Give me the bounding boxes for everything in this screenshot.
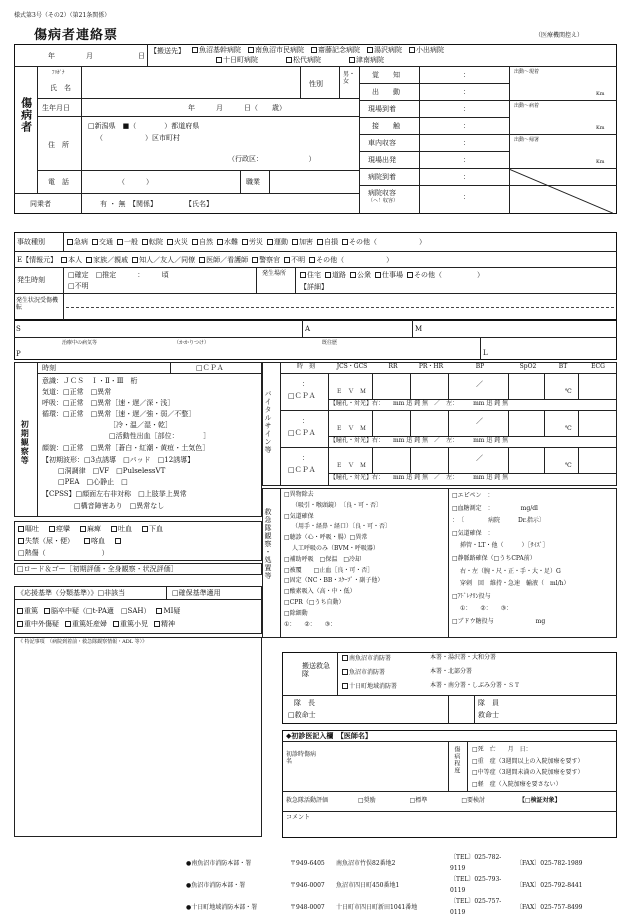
address-line1[interactable]: □新潟県 ■（ ）都道府県 <box>88 122 200 130</box>
vital-cpa[interactable]: □ＣＰＡ <box>288 429 316 437</box>
informants <box>17 256 393 264</box>
bp-slash: ／ <box>476 454 483 462</box>
l-label: L <box>483 349 488 357</box>
s-label: S <box>16 325 21 333</box>
admit-sub: （ヘ！収容） <box>368 198 399 204</box>
place-label: 発生場所 <box>262 270 287 277</box>
onset-time-label: 発生時刻 <box>17 276 45 284</box>
time-field[interactable]: ： <box>463 105 470 113</box>
doctor-label: （かかりつけ） <box>174 340 210 346</box>
diagnosis-label: 初診時傷病名 <box>286 751 317 765</box>
cpa-check[interactable]: □ＣＰＡ <box>196 364 224 372</box>
vital-cpa[interactable]: □ＣＰＡ <box>288 466 316 474</box>
vital-header: ECG <box>591 363 605 370</box>
phone-label: 電 話 <box>48 178 69 186</box>
bp-slash: ／ <box>476 380 483 388</box>
footer-tel: 〔TEL〕025-757-0119 <box>450 898 502 916</box>
vital-header: PR・HR <box>418 363 444 370</box>
informant-option[interactable]: その他（ ） <box>309 256 393 264</box>
comment-label[interactable]: コメント <box>286 814 311 821</box>
accident-types <box>67 238 426 246</box>
initial-side: 初期観察等 <box>20 420 31 465</box>
place-option[interactable]: 公衆 <box>350 271 371 279</box>
hospital-option[interactable]: 松代病院 <box>286 56 321 64</box>
severity-options[interactable]: □死 亡 月 日： □重 症（3週間以上の入院加療を要す） □中等症（3週間未満の入院加療を要す） □軽 症（入院加療を要さない） <box>472 746 584 788</box>
informant-option[interactable]: 家族／親戚 <box>86 256 128 264</box>
vital-header: SpO2 <box>519 363 537 370</box>
celsius-unit: ℃ <box>565 462 572 469</box>
time-contact: 接 触 <box>372 122 400 130</box>
places <box>300 271 484 279</box>
crew-label: 搬送救急隊 <box>302 662 330 679</box>
time-field[interactable]: ： <box>463 122 470 130</box>
vital-header: BT <box>558 363 568 370</box>
gcs-field[interactable]: Ｅ Ｖ Ｍ <box>336 425 367 432</box>
member-emt: 救命士 <box>478 711 499 719</box>
dob-label: 生年月日 <box>42 104 70 112</box>
load-and-go[interactable]: □ロード＆ゴー［初期評価・全身観察・状況評価］ <box>17 565 178 573</box>
vital-header: BP <box>475 363 485 370</box>
footer-org: ●南魚沼市消防本部・署 <box>186 859 252 867</box>
chief-label: 隊 長 <box>294 699 315 707</box>
hospital-option[interactable]: 十日町病院 <box>216 56 258 64</box>
treatment-side: 救急隊観察・処置等 <box>264 508 273 580</box>
consciousness[interactable]: 意識：ＪＣＳ Ｉ・Ⅱ・Ⅲ 桁 <box>42 377 138 385</box>
footer-zip: 〒946-0007 <box>290 881 325 889</box>
informant-option[interactable]: 不明 <box>284 256 305 264</box>
onset-fields[interactable]: □確定 □推定 ： 頃 <box>68 271 169 279</box>
informant-option[interactable]: 警察官 <box>252 256 280 264</box>
symptom-option[interactable]: 下血 <box>142 525 163 533</box>
stroke-secure[interactable]: □確保基準適用 <box>172 589 221 597</box>
footer-addr: 十日町市四日町新田1041番地 <box>336 903 418 911</box>
vital-time[interactable]: ： <box>302 454 309 462</box>
stroke-option[interactable]: 重篤小児 <box>113 620 148 628</box>
footer-addr: 魚沼市四日町450番地1 <box>336 881 400 889</box>
member-label: 隊 員 <box>478 699 499 707</box>
footer-addr: 南魚沼市竹俣82番地2 <box>336 859 396 867</box>
eval-option[interactable]: □標準 <box>409 797 428 804</box>
symptom-option[interactable]: 麻痺 <box>80 525 101 533</box>
crew-option[interactable]: 魚沼市消防署 <box>342 669 385 677</box>
accident-type-option[interactable]: 一般 <box>117 238 138 246</box>
accident-type-option[interactable]: 急病 <box>67 238 88 246</box>
footer-org: ●十日町地域消防本部・署 <box>186 903 258 911</box>
crew-area: 本署・北部分署 <box>430 668 473 675</box>
accident-type-option[interactable]: 水難 <box>217 238 238 246</box>
companion-label: 同乗者 <box>30 200 51 208</box>
time-aware: 覚 知 <box>372 71 400 79</box>
accident-type-option[interactable]: 自然 <box>192 238 213 246</box>
stroke-option[interactable]: MI疑 <box>156 607 180 615</box>
time-field[interactable]: ： <box>463 88 470 96</box>
copy-note: （医療機関控え） <box>535 32 584 39</box>
month-label: 月 <box>86 52 93 60</box>
burn[interactable]: □熱傷（ ） <box>18 549 109 557</box>
address-label: 住 所 <box>48 141 69 149</box>
obs-time[interactable]: 時刻 <box>42 364 56 372</box>
gcs-field[interactable]: Ｅ Ｖ Ｍ <box>336 388 367 395</box>
past-label: 既往歴 <box>322 340 338 346</box>
gcs-field[interactable]: Ｅ Ｖ Ｍ <box>336 462 367 469</box>
eval-option[interactable]: □奨励 <box>358 797 376 804</box>
breathing[interactable]: 呼吸：□正常 □異常［速・遅／深・浅］ <box>42 399 175 407</box>
stroke-option[interactable]: 重中外傷疑 <box>17 620 59 628</box>
stroke-option[interactable]: 脳卒中疑（□t-PA適 □SAH） <box>44 607 150 615</box>
m-label: M <box>415 325 423 333</box>
airway[interactable]: 気道：□正常 □異常 <box>42 388 112 396</box>
accident-type-option[interactable]: 転院 <box>142 238 163 246</box>
vital-time[interactable]: ： <box>302 417 309 425</box>
situation-label: 発生状況受傷機転 <box>16 297 59 311</box>
crew-option[interactable]: 十日町地域消防署 <box>342 683 397 691</box>
hospital-option[interactable]: 小出病院 <box>409 46 444 54</box>
pupil-field[interactable]: 【瞳孔・対光】右： mm 迅 鈍 無 ／ 左： mm 迅 鈍 無 <box>330 437 509 444</box>
face[interactable]: 顔貌：□正常 □異常［蒼白・紅潮・黄疸・土気色］ <box>42 444 210 452</box>
pupil-field[interactable]: 【瞳孔・対光】右： mm 迅 鈍 無 ／ 左： mm 迅 鈍 無 <box>330 474 509 481</box>
time-dispatch: 出 動 <box>372 88 400 96</box>
diagnosis-header: ◆初診医記入欄 【医師名】 <box>286 731 372 740</box>
time-field[interactable]: ： <box>463 173 470 181</box>
form-number: 様式第3号（その2）（第21条関係） <box>14 12 111 19</box>
km-label: 出動～帰署 <box>514 137 540 143</box>
time-field[interactable]: ： <box>463 193 470 201</box>
year-label: 年 <box>48 52 55 60</box>
informant-option[interactable]: 医師／看護師 <box>199 256 248 264</box>
eval-option[interactable]: 【□検証対象】 <box>519 797 561 804</box>
accident-type-option[interactable]: 運動 <box>267 238 288 246</box>
destination-row <box>14 44 617 67</box>
footer-tel: 〔TEL〕025-782-9119 <box>450 854 502 872</box>
accident-type-option[interactable]: 火災 <box>167 238 188 246</box>
vital-header: RR <box>388 363 398 370</box>
footer-fax: 〔FAX〕025-782-1989 <box>516 859 583 867</box>
eval-option[interactable]: □要検討 <box>461 797 486 804</box>
accident-type-option[interactable]: 労災 <box>242 238 263 246</box>
p-label: P <box>16 350 21 358</box>
celsius-unit: ℃ <box>565 425 572 432</box>
km-unit: Km <box>596 91 605 97</box>
crew-option[interactable]: 南魚沼市消防署 <box>342 655 391 663</box>
footer-zip: 〒949-6405 <box>290 859 325 867</box>
time-field[interactable]: ： <box>463 139 470 147</box>
accident-type-option[interactable]: 自損 <box>317 238 338 246</box>
cpss2[interactable]: □構音障害あり □異常なし <box>74 502 165 510</box>
footer-org: ●魚沼市消防本部・署 <box>186 881 246 889</box>
symptom-option[interactable]: 吐血 <box>111 525 132 533</box>
celsius-unit: ℃ <box>565 388 572 395</box>
bp-slash: ／ <box>476 417 483 425</box>
onset-unknown[interactable]: □不明 <box>68 282 89 290</box>
km-label: 出動～病着 <box>514 103 540 109</box>
km-unit: Km <box>596 125 605 131</box>
page-title: 傷病者連絡票 <box>34 28 119 43</box>
ecg-options2[interactable]: □PEA □心静止 □ <box>58 478 128 486</box>
hospital-option[interactable]: 津南病院 <box>349 56 384 64</box>
hospital-option[interactable]: 南魚沼市民病院 <box>248 46 304 54</box>
times-block <box>360 67 617 214</box>
severity-label: 傷病程度 <box>452 746 460 774</box>
place-detail[interactable]: 【詳細】 <box>300 283 328 291</box>
cpss[interactable]: 【CPSS】□顔面左右非対称 □上肢挙上異常 <box>42 490 187 498</box>
hospital-option[interactable]: 湯沢病院 <box>367 46 402 54</box>
hospital-option[interactable]: 齋藤記念病院 <box>311 46 360 54</box>
notes-block[interactable] <box>14 637 262 837</box>
crew-area: 本署・湯沢署・大和分署 <box>430 654 497 661</box>
hospitals-row1 <box>192 46 444 54</box>
stroke-protocol[interactable]: 《応援基準（分類基準）》□非該当 <box>17 589 126 597</box>
name-label: 氏 名 <box>50 84 71 92</box>
symptom-option[interactable] <box>115 537 122 545</box>
day-label: 日 <box>138 52 145 60</box>
footer-fax: 〔FAX〕025-792-8441 <box>516 881 583 889</box>
notes-label: 《 特記事項 （病院到着前・救急隊観察情報・ADL 等）》 <box>18 639 148 645</box>
place-option[interactable]: その他（ ） <box>407 271 484 279</box>
pupil-field[interactable]: 【瞳孔・対光】右： mm 迅 鈍 無 ／ 左： mm 迅 鈍 無 <box>330 400 509 407</box>
footer-contacts <box>186 852 582 918</box>
sex-label: 性別 <box>309 80 323 88</box>
accident-type-option[interactable]: 加害 <box>292 238 313 246</box>
stroke-option[interactable]: 重篤 <box>17 607 38 615</box>
vital-time[interactable]: ： <box>302 380 309 388</box>
occupation-label: 職業 <box>246 178 260 186</box>
dob-fields[interactable]: 年 月 日（ 歳） <box>188 104 286 112</box>
time-field[interactable]: ： <box>463 156 470 164</box>
address-ward[interactable]: （行政区： ） <box>228 155 316 163</box>
time-arrive-hospital: 病院到着 <box>368 173 396 181</box>
treatment-left[interactable]: □異物除去 （吸引・喉頭鏡） 〔良・可・否〕 □気道確保 （用手・経鼻・経口）〔良・可・否〕 □聴診（心・呼吸・腸）□異常 人工呼吸のみ（BVM・呼吸器） □補助呼吸 □保温 □冷却 □被覆 □止血［良・可・否］ □固定（NC・BB・ｽｸｰﾌﾟ・副子他） □酸素吸入（高・中・低） □CPR（□うち自動） □除細動 ①： ②： ③： <box>284 491 392 628</box>
crew-area: 本署・南分署・しぶみ分署・ＳＴ <box>430 682 521 689</box>
informant-option[interactable]: 本人 <box>61 256 82 264</box>
symptom-option[interactable]: 嘔吐 <box>18 525 39 533</box>
chief-emt[interactable]: □救命士 <box>288 711 316 719</box>
sex-options[interactable]: 男・女 <box>343 71 356 85</box>
time-arrive-scene: 現場到着 <box>368 105 396 113</box>
km-unit: Km <box>596 159 605 165</box>
symptom-option[interactable]: 痙攣 <box>49 525 70 533</box>
hospitals-row2 <box>216 56 384 64</box>
footer-fax: 〔FAX〕025-757-8499 <box>516 903 583 911</box>
time-in-vehicle: 車内収容 <box>368 139 396 147</box>
treatment-right[interactable]: □エピペン ： □血糖測定 ： mg/dl ： 〔 病院 Dr.指示〕 □気道確保 ： 挿管・LT・他（ ）［ｻｲｽﾞ］ □静脈路確保（□うちCPA前） 右・左（腕・尺・正・手・大・足）G 穿刺 回 維持・急速 輸液（ ml/h） □ｱﾄﾞﾚﾅﾘﾝ投与 ①： ②： ③： □ブドウ糖投与 mg <box>452 492 570 625</box>
time-hospital-admit: 病院収容 <box>368 189 396 197</box>
km-label: 出動～現着 <box>514 69 540 75</box>
phone-field[interactable]: （ ） <box>118 178 153 186</box>
informant-option[interactable]: 知人／友人／同僚 <box>132 256 195 264</box>
accident-type-option[interactable]: 交通 <box>92 238 113 246</box>
vital-header: JCS・GCS <box>336 363 368 370</box>
hospital-option[interactable]: 魚沼基幹病院 <box>192 46 241 54</box>
symptom-option[interactable]: 失禁（尿・便） <box>18 537 74 545</box>
vital-cpa[interactable]: □ＣＰＡ <box>288 392 316 400</box>
place-option[interactable]: 仕事場 <box>375 271 403 279</box>
eval-label: 救急隊活動評価 <box>286 797 329 804</box>
furigana-label: ﾌﾘｶﾞﾅ <box>52 70 65 76</box>
accident-type-label: 事故種別 <box>17 238 45 246</box>
circulation2[interactable]: ［冷・温／湿・乾］ <box>109 421 172 429</box>
place-option[interactable]: 住宅 <box>300 271 321 279</box>
destination-label: 【搬送先】 <box>150 47 185 55</box>
ecg-label[interactable]: 【初期波形：□3点誘導 □パッド □12誘導】 <box>42 456 195 464</box>
ecg-options1[interactable]: □洞調律 □VF □PulselessVT <box>58 467 166 475</box>
companion-fields[interactable]: 有 ・ 無 【関係】 【氏名】 <box>100 200 213 208</box>
time-field[interactable]: ： <box>463 71 470 79</box>
time-leave-scene: 現場出発 <box>368 156 396 164</box>
vital-header: 時 刻 <box>296 363 315 370</box>
footer-tel: 〔TEL〕025-793-0119 <box>450 876 502 894</box>
place-option[interactable]: 道路 <box>325 271 346 279</box>
informant-label: E【情報元】 <box>17 256 58 264</box>
address-line2[interactable]: （ ）区市町村 <box>96 134 180 142</box>
accident-type-option[interactable]: その他（ ） <box>342 238 426 246</box>
vitals-side: バイタルサイン等 <box>264 390 273 454</box>
history-label: 治療中の病気等 <box>62 340 98 346</box>
stroke-option[interactable]: 精神 <box>154 620 175 628</box>
circulation[interactable]: 循環：□正常 □異常［速・遅／強・弱／不整］ <box>42 410 196 418</box>
patient-side: 傷病者 <box>14 67 38 194</box>
stroke-option[interactable]: 重篤妊産婦 <box>65 620 107 628</box>
bleeding[interactable]: □活動性出血［部位： ］ <box>109 432 211 440</box>
a-label: A <box>305 325 311 333</box>
footer-zip: 〒948-0007 <box>290 903 325 911</box>
vital-rows <box>280 374 617 486</box>
symptom-option[interactable]: 喀血 <box>84 537 105 545</box>
